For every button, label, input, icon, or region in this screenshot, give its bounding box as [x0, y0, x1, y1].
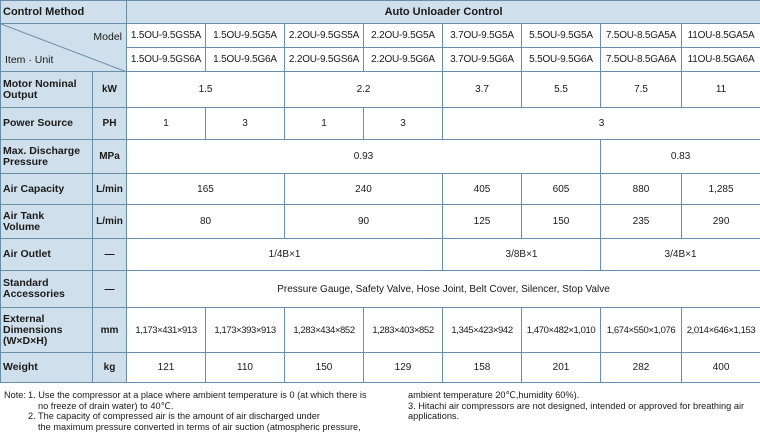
note-1 — [4, 390, 404, 411]
label-line: Max. Discharge — [3, 144, 81, 157]
value-cell: 1,674×550×1,076 — [601, 308, 682, 353]
unit-cell: kg — [93, 353, 127, 383]
weight-row — [1, 353, 760, 383]
label-line: Pressure — [3, 155, 48, 168]
value-cell: 1 — [285, 108, 364, 140]
note-text: no freeze of drain water) to 40℃. — [38, 400, 174, 411]
model-cell: 2.2OU-9.5G6A — [364, 48, 443, 72]
air-outlet-row — [1, 239, 760, 271]
model-cell: 1.5OU-9.5G5A — [206, 24, 285, 48]
motor-output-row — [1, 72, 760, 108]
value-cell: 165 — [127, 174, 285, 205]
model-cell: 1.5OU-9.5GS5A — [127, 24, 206, 48]
value-cell: 5.5 — [522, 72, 601, 108]
note-2-continued: ambient temperature 20℃,humidity 60%). — [408, 390, 580, 400]
motor-output-label — [1, 72, 93, 108]
value-cell: 3/4B×1 — [601, 239, 760, 271]
value-cell: 1,283×434×852 — [285, 308, 364, 353]
label-line: Output — [3, 88, 38, 101]
label-line: Volume — [3, 220, 41, 233]
value-cell: 3 — [206, 108, 285, 140]
value-cell: 0.83 — [601, 140, 760, 174]
value-cell: 150 — [522, 205, 601, 239]
power-source-label: Power Source — [1, 108, 93, 140]
value-cell: 1,345×423×942 — [443, 308, 522, 353]
weight-label: Weight — [1, 353, 93, 383]
model-cell: 7.5OU-8.5GA6A — [601, 48, 682, 72]
value-cell: 11 — [682, 72, 760, 108]
value-cell: 158 — [443, 353, 522, 383]
label-line: (W×D×H) — [3, 334, 48, 347]
dimensions-label — [1, 308, 93, 353]
model-cell: 3.7OU-9.5G5A — [443, 24, 522, 48]
note-text: 2. The capacity of compressed air is the amount of air discharged under — [28, 411, 320, 422]
header-row — [1, 1, 760, 24]
unit-cell: kW — [93, 72, 127, 108]
label-line: Accessories — [3, 288, 65, 300]
model-cell: 7.5OU-8.5GA5A — [601, 24, 682, 48]
notes-column-right — [408, 390, 758, 422]
item-unit-label: Item · Unit — [5, 54, 54, 66]
model-cell: 5.5OU-9.5G5A — [522, 24, 601, 48]
value-cell: 880 — [601, 174, 682, 205]
value-cell: 3.7 — [443, 72, 522, 108]
accessories-row — [1, 271, 760, 308]
value-cell: 605 — [522, 174, 601, 205]
note-text: applications. — [408, 411, 460, 422]
value-cell: 3 — [443, 108, 760, 140]
label-line: Dimensions — [3, 323, 63, 336]
air-outlet-label: Air Outlet — [1, 239, 93, 271]
unit-cell: — — [93, 239, 127, 271]
value-cell: 1,173×393×913 — [206, 308, 285, 353]
value-cell: Pressure Gauge, Safety Valve, Hose Joint, Belt Cover, Silencer, Stop Valve — [127, 271, 760, 308]
value-cell: 400 — [682, 353, 760, 383]
max-pressure-label — [1, 140, 93, 174]
notes-prefix: Note: — [4, 390, 26, 400]
value-cell: 2,014×646×1,153 — [682, 308, 760, 353]
value-cell: 405 — [443, 174, 522, 205]
air-tank-row — [1, 205, 760, 239]
unit-cell: mm — [93, 308, 127, 353]
model-cell: 11OU-8.5GA6A — [682, 48, 760, 72]
model-item-corner — [1, 24, 127, 72]
value-cell: 1 — [127, 108, 206, 140]
air-capacity-row — [1, 174, 760, 205]
air-capacity-label: Air Capacity — [1, 174, 93, 205]
unit-cell: L/min — [93, 174, 127, 205]
label-line: Air Tank — [3, 209, 45, 222]
unit-cell: PH — [93, 108, 127, 140]
value-cell: 150 — [285, 353, 364, 383]
max-pressure-row — [1, 140, 760, 174]
note-text: 3. Hitachi air compressors are not designed, intended or approved for breathing air — [408, 400, 745, 411]
model-cell: 1.5OU-9.5G6A — [206, 48, 285, 72]
value-cell: 2.2 — [285, 72, 443, 108]
value-cell: 1,173×431×913 — [127, 308, 206, 353]
auto-unloader-header: Auto Unloader Control — [127, 1, 760, 24]
model-cell: 3.7OU-9.5G6A — [443, 48, 522, 72]
value-cell: 1,470×482×1,010 — [522, 308, 601, 353]
model-cell: 11OU-8.5GA5A — [682, 24, 760, 48]
value-cell: 235 — [601, 205, 682, 239]
value-cell: 290 — [682, 205, 760, 239]
value-cell: 1.5 — [127, 72, 285, 108]
value-cell: 240 — [285, 174, 443, 205]
value-cell: 125 — [443, 205, 522, 239]
note-2 — [4, 411, 404, 432]
model-row-1 — [1, 24, 760, 48]
label-line: External — [3, 312, 45, 325]
value-cell: 1,285 — [682, 174, 760, 205]
dimensions-row — [1, 308, 760, 353]
value-cell: 3/8B×1 — [443, 239, 601, 271]
note-text: the maximum pressure converted in terms of air suction (atmospheric pressure, — [38, 421, 361, 432]
value-cell: 90 — [285, 205, 443, 239]
accessories-label — [1, 271, 93, 308]
value-cell: 282 — [601, 353, 682, 383]
air-tank-label — [1, 205, 93, 239]
value-cell: 121 — [127, 353, 206, 383]
value-cell: 110 — [206, 353, 285, 383]
value-cell: 0.93 — [127, 140, 601, 174]
notes-section — [4, 390, 760, 432]
value-cell: 201 — [522, 353, 601, 383]
label-line: Standard — [3, 277, 49, 289]
control-method-header: Control Method — [1, 1, 127, 24]
power-source-row — [1, 108, 760, 140]
model-cell: 5.5OU-9.5G6A — [522, 48, 601, 72]
label-line: Motor Nominal — [3, 77, 77, 90]
value-cell: 80 — [127, 205, 285, 239]
model-cell: 2.2OU-9.5GS5A — [285, 24, 364, 48]
unit-cell: L/min — [93, 205, 127, 239]
model-cell: 1.5OU-9.5GS6A — [127, 48, 206, 72]
model-cell: 2.2OU-9.5GS6A — [285, 48, 364, 72]
value-cell: 3 — [364, 108, 443, 140]
model-cell: 2.2OU-9.5G5A — [364, 24, 443, 48]
unit-cell: MPa — [93, 140, 127, 174]
notes-column-left — [4, 390, 404, 432]
note-text: 1. Use the compressor at a place where ambient temperature is 0 (at which there is — [28, 390, 367, 400]
value-cell: 7.5 — [601, 72, 682, 108]
value-cell: 129 — [364, 353, 443, 383]
model-label: Model — [93, 31, 123, 43]
value-cell: 1/4B×1 — [127, 239, 443, 271]
note-3 — [408, 401, 758, 422]
value-cell: 1,283×403×852 — [364, 308, 443, 353]
unit-cell: — — [93, 271, 127, 308]
